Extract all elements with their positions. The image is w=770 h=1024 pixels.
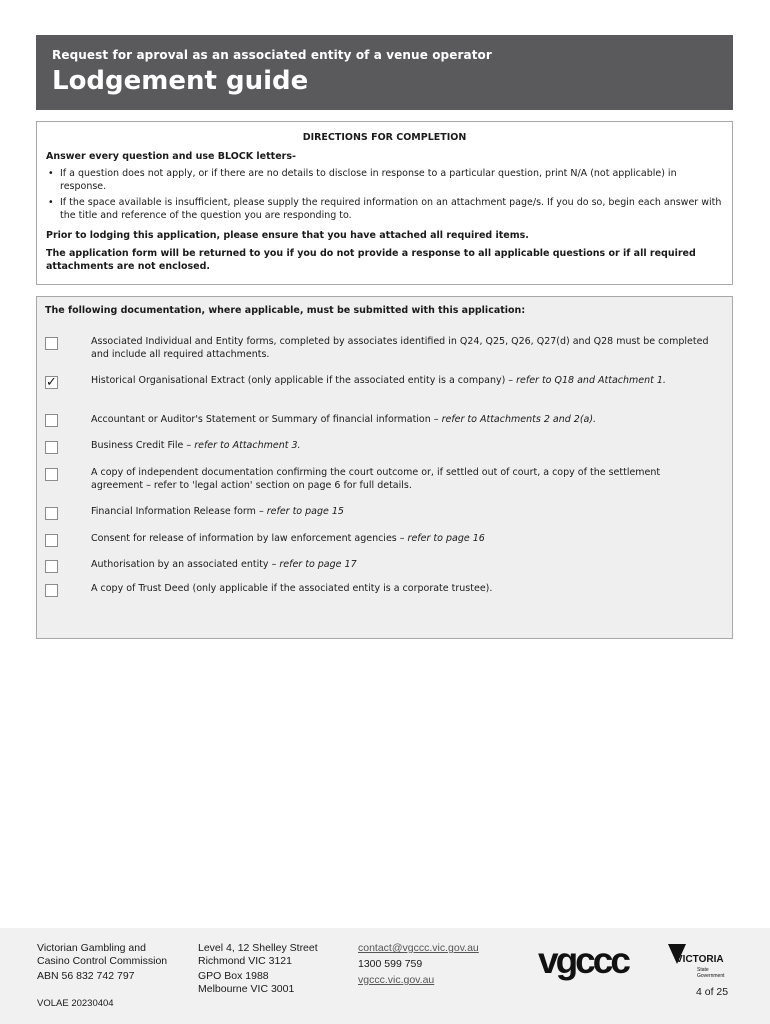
doc-item-ref: refer to page 16 <box>407 533 485 544</box>
checkbox[interactable] <box>45 584 58 597</box>
vic-logo-main-text: VICTORIA <box>676 954 724 965</box>
doc-item-text: Financial Information Release form – refer to page 15 <box>91 506 344 517</box>
directions-heading: DIRECTIONS FOR COMPLETION <box>302 132 467 143</box>
doc-item-text: Associated Individual and Entity forms, completed by associates identified in Q24, Q25, Q26, Q27(d) and Q28 must be completed and include all required attachments. <box>91 336 709 360</box>
directions-box <box>36 121 733 285</box>
header-subtitle: Request for aproval as an associated entity of a venue operator <box>52 48 492 62</box>
doc-item-ref: refer to page 15 <box>266 506 344 517</box>
footer-abn: ABN 56 832 742 797 <box>37 970 135 982</box>
page-title: Lodgement guide <box>52 66 309 96</box>
footer-email-link[interactable]: contact@vgccc.vic.gov.au <box>358 942 479 954</box>
footer-website-link[interactable]: vgccc.vic.gov.au <box>358 974 435 986</box>
footer-org-name: Victorian Gambling and Casino Control Commission <box>37 942 168 967</box>
document-code: VOLAE 20230404 <box>37 998 114 1009</box>
checkbox[interactable] <box>45 560 58 573</box>
doc-item-text: Accountant or Auditor's Statement or Summary of financial information – refer to Attachments 2 and 2(a). <box>91 414 597 425</box>
directions-returned: The application form will be returned to you if you do not provide a response to all applicable questions or if all required attachments are not enclosed. <box>46 248 696 272</box>
doc-item-ref: refer to Q18 and Attachment 1. <box>516 375 666 386</box>
footer-address: Level 4, 12 Shelley Street Richmond VIC 3121 <box>198 942 318 967</box>
victoria-state-government-logo <box>668 942 738 980</box>
directions-bullet: • If a question does not apply, or if there are no details to disclose in response to a particular question, print N/A (not applicable) in response. <box>46 168 723 193</box>
footer-po-box: GPO Box 1988 Melbourne VIC 3001 <box>198 970 295 995</box>
doc-item-text: Business Credit File – refer to Attachment 3. <box>91 440 301 451</box>
vic-logo-sub-text: State <box>697 967 709 973</box>
doc-item-ref: refer to Attachment 3. <box>194 440 301 451</box>
page-header <box>36 35 733 110</box>
checkbox[interactable] <box>45 441 58 454</box>
checkbox[interactable] <box>45 337 58 350</box>
directions-bullets <box>46 168 723 222</box>
checkbox[interactable] <box>45 468 58 481</box>
documentation-heading: The following documentation, where applicable, must be submitted with this application: <box>45 305 526 316</box>
doc-item-text: Authorisation by an associated entity – refer to page 17 <box>91 559 357 570</box>
directions-intro: Answer every question and use BLOCK letters- <box>46 151 296 162</box>
footer-phone: 1300 599 759 <box>358 958 423 970</box>
page-number: 4 of 25 <box>696 986 729 998</box>
documentation-box <box>36 296 733 639</box>
checkbox[interactable] <box>45 534 58 547</box>
checkbox-checked[interactable] <box>45 376 58 389</box>
directions-bullet: • If the space available is insufficient, please supply the required information on an attachment page/s. If you do so, begin each answer with the title and reference of the question you are responding to. <box>46 197 723 222</box>
doc-item-ref: refer to Attachments 2 and 2(a). <box>441 414 597 425</box>
check-icon: ✓ <box>46 375 57 390</box>
checkbox[interactable] <box>45 414 58 427</box>
vgccc-logo: vgccc <box>538 940 628 981</box>
checkbox[interactable] <box>45 507 58 520</box>
doc-item-ref: refer to page 17 <box>279 559 357 570</box>
doc-item-text: Historical Organisational Extract (only applicable if the associated entity is a company) – refer to Q18 and Attachment 1. <box>91 375 666 386</box>
directions-prior: Prior to lodging this application, please ensure that you have attached all required items. <box>46 230 529 241</box>
doc-item-text: Consent for release of information by law enforcement agencies – refer to page 16 <box>91 533 485 544</box>
doc-item-text: A copy of Trust Deed (only applicable if the associated entity is a corporate trustee). <box>91 583 493 594</box>
vic-logo-sub-text: Government <box>697 973 725 979</box>
doc-item-text: A copy of independent documentation confirming the court outcome or, if settled out of court, a copy of the settlement agreement – refer to 'legal action' section on page 6 for full details. <box>91 467 661 491</box>
